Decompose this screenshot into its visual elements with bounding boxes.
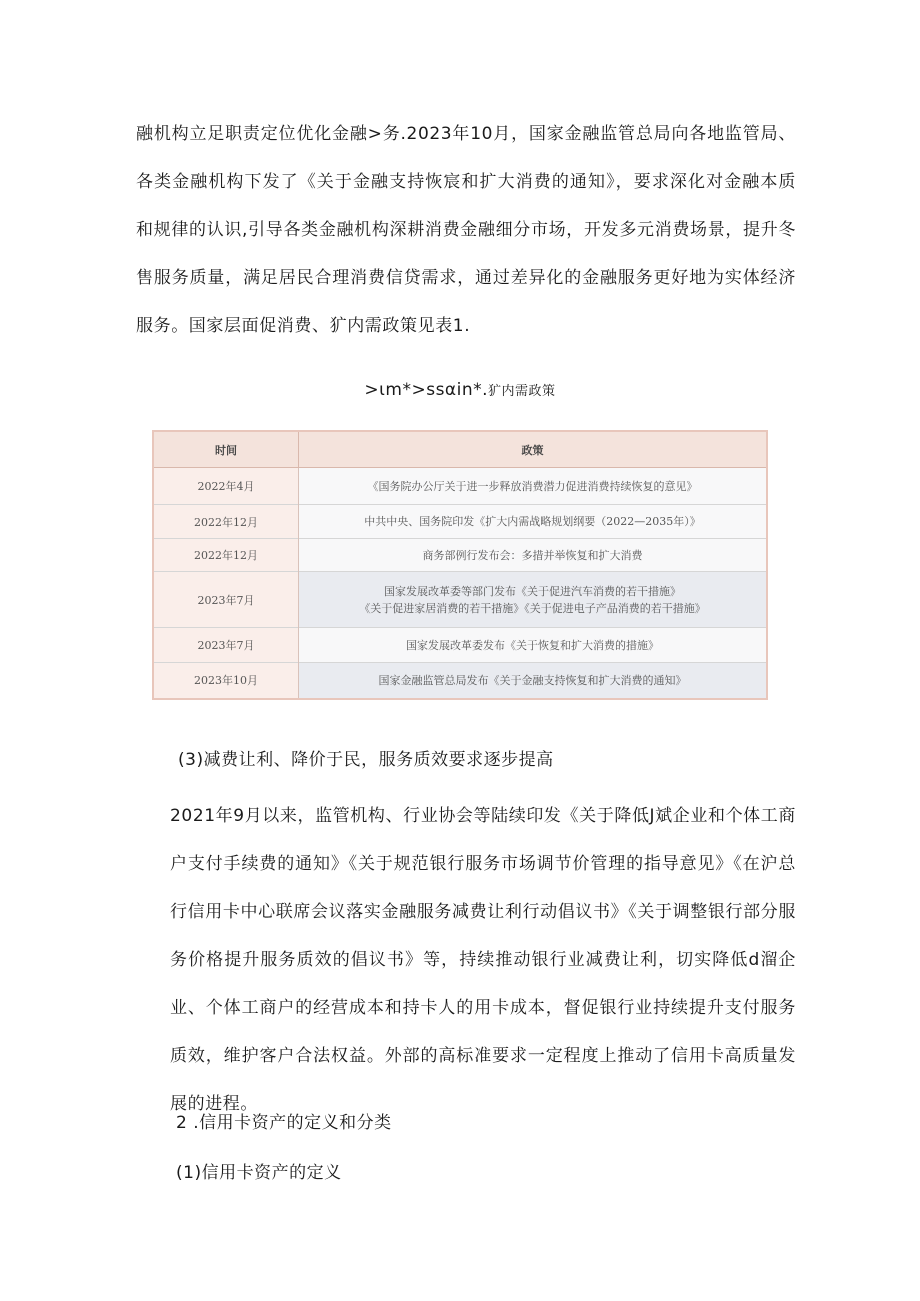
table-row (153, 572, 767, 628)
table-row (153, 539, 767, 572)
table-caption-tail: 犷内需政策 (488, 384, 556, 399)
row-policy: 商务部例行发布会：多措并举恢复和扩大消费 (299, 539, 768, 572)
section-heading-2: 2 .信用卡资产的定义和分类 (176, 1113, 392, 1133)
row-policy-line: 《关于促进家居消费的若干措施》《关于促进电子产品消费的若干措施》 (359, 601, 706, 615)
body-paragraph-1 (136, 110, 796, 350)
table-row (153, 505, 767, 539)
row-date: 2022年12月 (153, 505, 299, 539)
header-time: 时间 (153, 431, 299, 468)
row-policy (299, 572, 768, 628)
paragraph-text: 2021年9月以来，监管机构、行业协会等陆续印发《关于降低J斌企业和个体工商户支付手续费的通知》《关于规范银行服务市场调节价管理的指导意见》《在沪总行信用卡中心联席会议落实金融服务减费让利行动倡议书》《关于调整银行部分服务价格提升服务质效的倡议书》等，持续推动银行业减费让利，切实降低d溜企业、个体工商户的经营成本和持卡人的用卡成本，督促银行业持续提升支付服务质效，维护客户合法权益。外部的高标准要求一定程度上推动了信用卡高质量发展的进程。 (170, 806, 796, 1114)
row-date: 2023年7月 (153, 628, 299, 663)
row-date: 2022年4月 (153, 468, 299, 505)
row-policy: 《国务院办公厅关于进一步释放消费潜力促进消费持续恢复的意见》 (299, 468, 768, 505)
subheading-3: (3)减费让利、降价于民，服务质效要求逐步提高 (178, 750, 554, 770)
table-row (153, 468, 767, 505)
row-policy: 国家金融监管总局发布《关于金融支持恢复和扩大消费的通知》 (299, 663, 768, 699)
body-paragraph-2 (136, 792, 796, 1128)
row-policy-line: 国家发展改革委等部门发布《关于促进汽车消费的若干措施》 (384, 584, 681, 598)
row-date: 2023年7月 (153, 572, 299, 628)
row-policy: 国家发展改革委发布《关于恢复和扩大消费的措施》 (299, 628, 768, 663)
row-date: 2023年10月 (153, 663, 299, 699)
header-policy: 政策 (299, 431, 768, 468)
row-date: 2022年12月 (153, 539, 299, 572)
table-header-row (153, 431, 767, 468)
table-caption (0, 380, 920, 400)
table-caption-garbled: >ɩm*>ssαin*. (364, 380, 489, 400)
subsection-heading-2-1: (1)信用卡资产的定义 (176, 1163, 342, 1183)
row-policy: 中共中央、国务院印发《扩大内需战略规划纲要（2022—2035年）》 (299, 505, 768, 539)
table-row (153, 628, 767, 663)
policy-table (152, 430, 768, 700)
paragraph-text: 融机构立足职责定位优化金融>务.2023年10月，国家金融监管总局向各地监管局、各类金融机构下发了《关于金融支持恢宸和扩大消费的通知》，要求深化对金融本质和规律的认识,引导各类金融机构深耕消费金融细分市场，开发多元消费场景，提升冬售服务质量，满足居民合理消费信贷需求，通过差异化的金融服务更好地为实体经济服务。国家层面促消费、犷内需政策见表1. (136, 124, 796, 336)
table-row (153, 663, 767, 699)
